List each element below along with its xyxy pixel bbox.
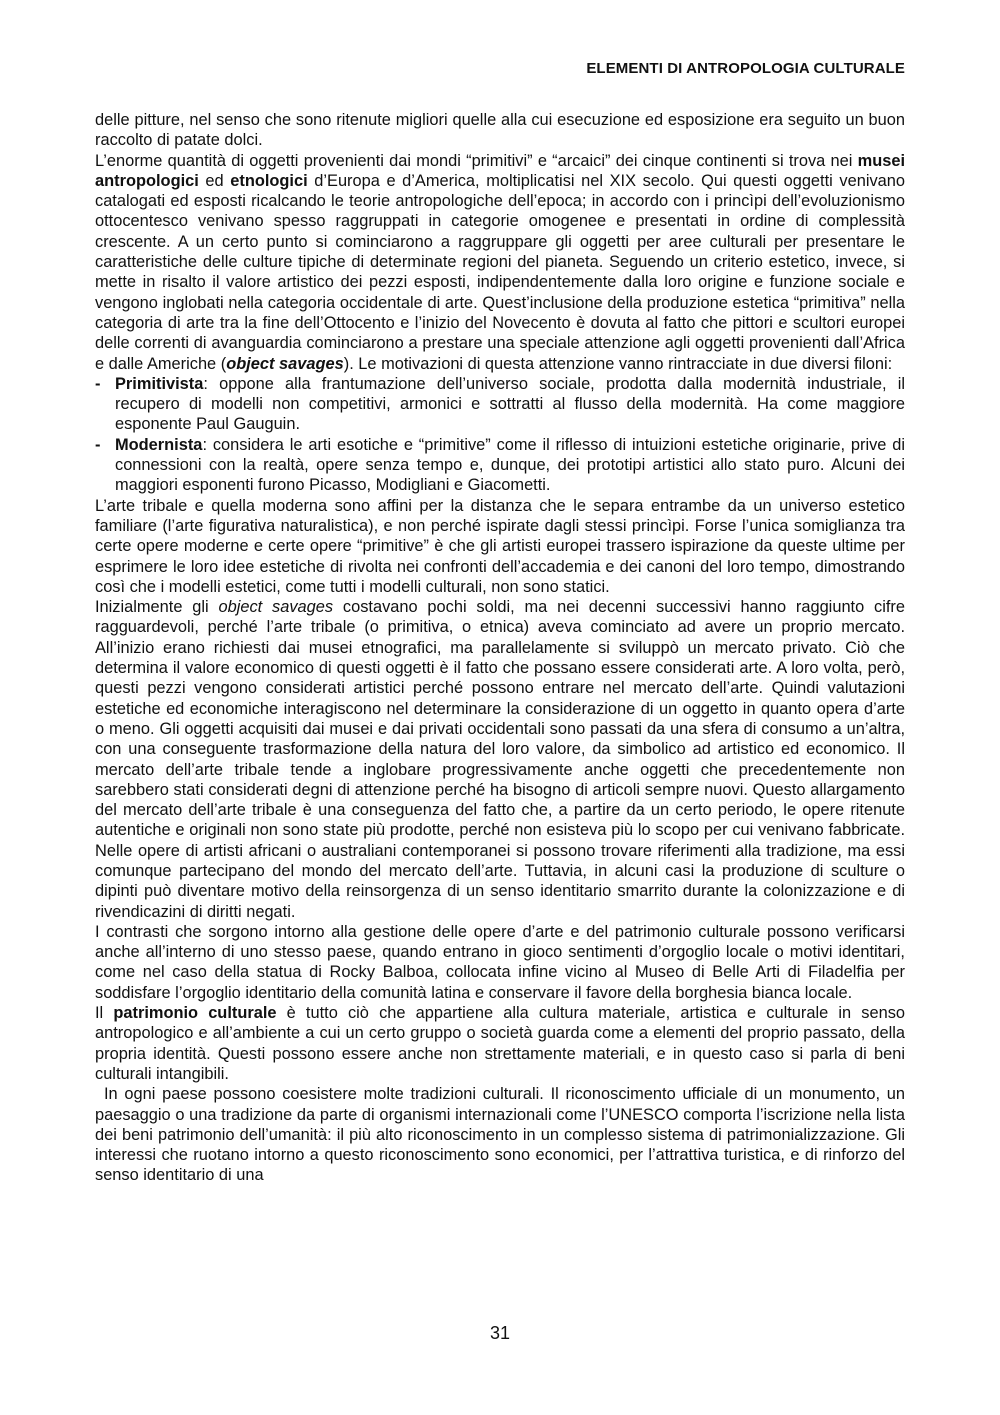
running-header: ELEMENTI DI ANTROPOLOGIA CULTURALE xyxy=(586,60,905,77)
term-patrimonio-culturale: patrimonio culturale xyxy=(113,1004,277,1023)
term-musei-antropologici: musei antropologici xyxy=(95,151,905,190)
page-number: 31 xyxy=(489,1323,511,1343)
paragraph-5: I contrasti che sorgono intorno alla gestione delle opere d’arte e del patrimonio culturale possono verificarsi anche all’interno di uno stesso paese, quando entrano in gioco sentimenti d’orgoglio locale o motivi identitari, come nel caso della statua di Rocky Balboa, collocata infine vicino al Museo di Belle Arti di Filadelfia per soddisfare l’orgoglio identitario della comunità latina e conservare il favore della borghesia bianca locale. xyxy=(95,922,905,1002)
term-modernista: Modernista xyxy=(115,435,203,454)
bullet-dash: - xyxy=(95,435,101,454)
paragraph-2: L’enorme quantità di oggetti provenienti dai mondi “primitivi” e “arcaici” dei cinque continenti si trova nei musei antropologici ed etnologici d’Europa e d’America, moltiplicatisi nel XIX secolo. Qui questi oggetti venivano catalogati ed esposti ricalcando le teorie antropologiche dell’epoca; in accordo con i princìpi dell’evoluzionismo ottocentesco venivano spesso raggruppati in categorie omogenee e presentati in ordine di complessità crescente. A un certo punto si cominciarono a raggruppare gli oggetti per aree culturali per presentare le caratteristiche delle culture tipiche di determinate regioni del pianeta. Seguendo un criterio estetico, invece, si mette in risalto il valore artistico dei pezzi esposti, indipendentemente dalla loro origine e funzione sociale e vengono inglobati nella categoria occidentale di arte. Quest’inclusione della produzione estetica “primitiva” nella categoria di arte tra la fine dell’Ottocento e l’inizio del Novecento è dovuta al fatto che pittori e scultori europei delle correnti di avanguardia cominciarono a prestare una speciale attenzione agli oggetti provenienti dall’Africa e dalle Americhe (object savages). Le motivazioni di questa attenzione vanno rintracciate in due diversi filoni: xyxy=(95,151,905,373)
term-primitivista: Primitivista xyxy=(115,374,204,393)
term-object-savages: object savages xyxy=(226,354,344,373)
paragraph-3: L’arte tribale e quella moderna sono affini per la distanza che le separa entrambe da un universo estetico familiare (l’arte figurativa naturalistica), e non perché ispirate dagli stessi princìpi. Forse l’unica somiglianza tra certe opere moderne e certe opere “primitive” è che gli artisti europei trassero ispirazione da queste ultime per esprimere le loro idee estetiche di rivolta nei confronti dell’accademia e dei canoni del loro tempo, dimostrando così che i modelli estetici, come tutti i modelli culturali, non sono statici. xyxy=(95,496,905,596)
term-etnologici: etnologici xyxy=(230,171,308,190)
body-text xyxy=(95,110,905,1186)
bullet-item-modernista: - Modernista: considera le arti esotiche e “primitive” come il riflesso di intuizioni estetiche originarie, prive di connessioni con la realtà, opere senza tempo e, dunque, dei prototipi artistici allo stato puro. Alcuni dei maggiori esponenti furono Picasso, Modigliani e Giacometti. xyxy=(95,435,905,495)
paragraph-6: Il patrimonio culturale è tutto ciò che appartiene alla cultura materiale, artistica e culturale in senso antropologico e all’ambiente a cui un certo gruppo o società guarda come a elementi del proprio passato, della propria identità. Questi possono essere anche non strettamente materiali, e in questo caso si parla di beni culturali intangibili. xyxy=(95,1004,906,1083)
paragraph-1: delle pitture, nel senso che sono ritenute migliori quelle alla cui esecuzione ed esposizione era seguito un buon raccolto di patate dolci. xyxy=(95,111,905,150)
bullet-dash: - xyxy=(95,374,101,393)
bullet-item-primitivista: - Primitivista: oppone alla frantumazione dell’universo sociale, prodotta dalla modernità industriale, il recupero di modelli non competitivi, armonici e sottratti al flusso della modernità. Ha come maggiore esponente Paul Gauguin. xyxy=(95,374,905,434)
paragraph-4: Inizialmente gli object savages costavano pochi soldi, ma nei decenni successivi hanno raggiunto cifre ragguardevoli, perché l’arte tribale (o primitiva, o etnica) aveva cominciato ad avere un proprio mercato. All’inizio erano richiesti dai musei etnografici, ma parallelamente si sviluppò un mercato privato. Ciò che determina il valore economico di questi oggetti è il fatto che possano essere considerati arte. A loro volta, però, questi pezzi vengono considerati artistici perché possono entrare nel mercato dell’arte. Quindi valutazioni estetiche ed economiche interagiscono nel determinare la considerazione di un oggetto in quanto opera d’arte o meno. Gli oggetti acquisiti dai musei e dai privati occidentali sono passati da una sfera di consumo a un’altra, con una conseguente trasformazione della natura del loro valore, da simbolico ad artistico ed economico. Il mercato dell’arte tribale tende a inglobare progressivamente anche oggetti che precedentemente non sarebbero stati considerati degni di attenzione perché ha bisogno di articoli sempre nuovi. Questo allargamento del mercato dell’arte tribale è una conseguenza del fatto che, a partire da un certo periodo, le opere ritenute autentiche e originali non sono state più prodotte, perché non esisteva più lo scopo per cui venivano fabbricate. Nelle opere di artisti africani o australiani contemporanei si possono trovare riferimenti alla tradizione, ma essi comunque partecipano del mondo del mercato dell’arte. Tuttavia, in alcuni casi la produzione di sculture o dipinti può diventare motivo della reinsorgenza di un senso identitario smarrito durante la colonizzazione e di rivendicazini di diritti negati. xyxy=(95,598,906,921)
paragraph-7: In ogni paese possono coesistere molte tradizioni culturali. Il riconoscimento ufficiale di un monumento, un paesaggio o una tradizione da parte di organismi internazionali come l’UNESCO comporta l’iscrizione nella lista dei beni patrimonio dell’umanità: il più alto riconoscimento in un complesso sistema di patrimonializzazione. Gli interessi che ruotano intorno a questo riconoscimento sono economici, per l’attrattiva turistica, e di rinforzo del senso identitario di una xyxy=(95,1085,905,1185)
term-object-savages-italic: object savages xyxy=(218,598,334,617)
